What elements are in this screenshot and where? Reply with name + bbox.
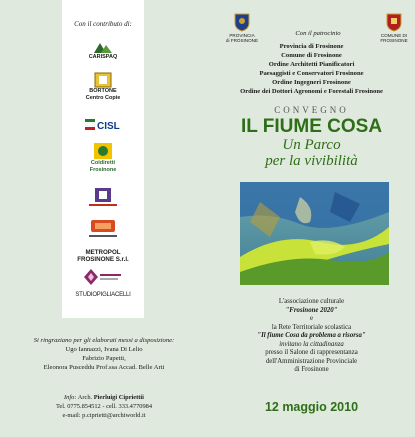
purple-logo-icon	[87, 187, 119, 209]
contact-phones: Tel. 0775.854512 - cell. 333.4770984	[55, 403, 153, 410]
patrons-list	[208, 42, 415, 96]
sponsor-sublabel: FROSINONE S.r.l.	[77, 255, 129, 263]
subtitle-line: Un Parco	[282, 137, 341, 153]
invite-line: "Il fiume Cosa da problema a risorsa"	[257, 332, 366, 339]
crest-label: di FROSINONE	[225, 38, 259, 43]
sponsor-logo-bortone	[62, 72, 144, 101]
sponsor-logo-purple	[62, 187, 144, 209]
cisl-logo-icon	[84, 118, 122, 132]
diamond-logo-icon	[83, 268, 123, 286]
red-logo-icon	[87, 218, 119, 240]
invite-line: L'associazione culturale	[278, 298, 345, 305]
invite-line: "Frosinone 2020"	[285, 306, 338, 314]
patronage-heading: Con il patrocinio	[295, 30, 341, 37]
coldiretti-logo-icon	[93, 142, 113, 160]
sponsor-logo-coldiretti	[62, 142, 144, 173]
patron-item: Ordine dei Dottori Agronomi e Forestali Frosinone	[240, 88, 383, 95]
invite-line: e	[309, 315, 314, 322]
invitation-text	[208, 298, 415, 375]
info-title: Arch.	[77, 394, 93, 401]
invite-line: dell'Amministrazione Provinciale	[265, 357, 358, 365]
event-subtitle	[208, 137, 415, 169]
contact-name: Pierluigi Cipriettii	[93, 394, 144, 401]
bortone-logo-icon	[94, 72, 112, 88]
sponsor-logo-red	[62, 218, 144, 240]
crest-label: COMUNE DI	[380, 33, 408, 38]
event-date: 12 maggio 2010	[264, 400, 359, 414]
patron-item: Ordine Architetti Pianificatori	[268, 61, 355, 68]
event-type: CONVEGNO	[274, 105, 349, 115]
contact-info	[4, 393, 204, 420]
crest-label: PROVINCIA	[229, 33, 255, 38]
invite-line: di Frosinone	[294, 366, 329, 373]
right-panel	[208, 0, 415, 437]
sponsor-logo-studio	[62, 292, 144, 299]
sponsor-label: METROPOL	[85, 249, 121, 256]
info-label: Info:	[64, 394, 77, 401]
contributors-title: Con il contributo di:	[74, 20, 132, 28]
sponsor-logo-diamond	[62, 268, 144, 286]
sponsor-logo-carispaq	[62, 40, 144, 61]
river-photo	[240, 182, 389, 285]
patron-item: Paesaggisti e Conservatori Frosinone	[259, 70, 364, 77]
patron-item: Ordine Ingegneri Frosinone	[272, 79, 351, 86]
contact-email[interactable]: e-mail: p.ciprietti@archiworld.it	[62, 412, 146, 419]
thanks-line: Fabrizio Papetti,	[82, 355, 126, 362]
contact-name-line	[4, 393, 204, 402]
sponsor-sublabel: Frosinone	[89, 166, 117, 173]
thanks-intro: Si ringraziano per gli elaborati messi a disposizione:	[33, 337, 175, 344]
sponsor-label: BORTONE	[89, 88, 117, 94]
comune-crest-icon	[385, 12, 403, 32]
acknowledgements	[4, 336, 204, 372]
sponsor-label: CARISPAQ	[88, 54, 118, 60]
invite-line: presso il Salone di rappresentanza	[265, 349, 358, 356]
patron-item: Comune di Frosinone	[281, 52, 342, 59]
crest-provincia	[222, 12, 262, 43]
event-title: IL FIUME COSA	[240, 116, 383, 137]
crest-label: FROSINONE	[380, 38, 408, 43]
invite-line: la Rete Territoriale scolastica	[271, 323, 352, 331]
thanks-line: Eleonora Pusceddu Prof.ssa Accad. Belle Arti	[43, 364, 165, 371]
patron-item: Provincia di Frosinone	[279, 43, 344, 50]
invite-line: invitano la cittadinanza	[279, 340, 344, 348]
sponsor-logo-cisl	[62, 118, 144, 132]
sponsor-logo-metropol	[62, 250, 144, 263]
sponsor-label: STUDIOPIGLIACELLI	[75, 292, 131, 298]
thanks-line: Ugo Iannazzi, Ivana Di Lelio	[65, 346, 143, 353]
svg-text:CISL: CISL	[97, 121, 120, 132]
crest-comune	[374, 12, 414, 43]
provincia-crest-icon	[233, 12, 251, 32]
carispaq-logo-icon	[92, 40, 114, 54]
subtitle-line: per la vivibilità	[265, 153, 358, 169]
sponsor-label: Coldiretti	[90, 160, 116, 166]
sponsor-sublabel: Centro Copie	[85, 94, 121, 101]
